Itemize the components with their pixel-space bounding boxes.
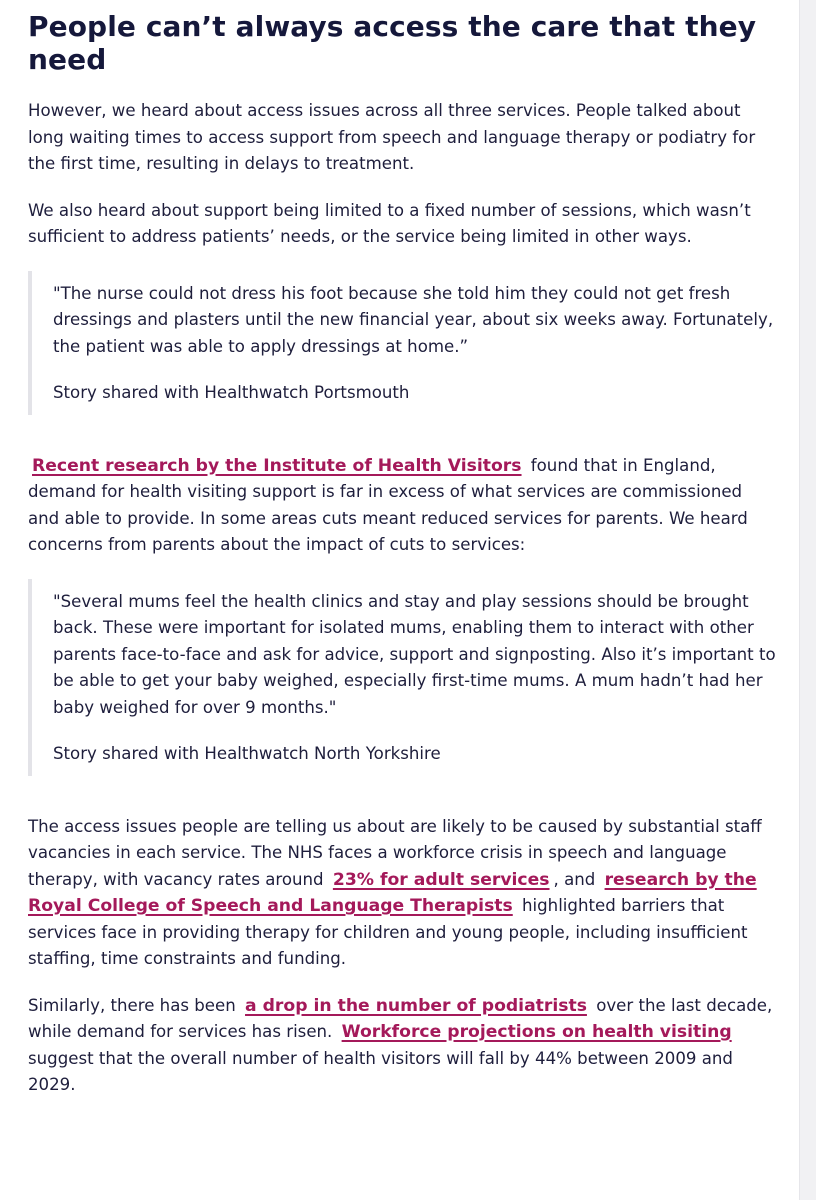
paragraph-staff-vacancies — [28, 814, 778, 973]
link-23-percent-adult-services[interactable]: 23% for adult services — [332, 869, 550, 890]
article-content — [28, 10, 778, 1119]
paragraph-text: suggest that the overall number of health visitors will fall by 44% between 2009 and 2029. — [28, 1048, 733, 1094]
link-workforce-projections[interactable]: Workforce projections on health visiting — [341, 1022, 732, 1042]
quote-source: Story shared with Healthwatch North Yorkshire — [53, 744, 441, 763]
scrollbar-track[interactable] — [799, 0, 816, 1200]
paragraph-text: highlighted barriers that services face in providing therapy for children and young people, including insufficient staffing, time constraints and funding. — [28, 896, 748, 968]
paragraph-podiatrists — [28, 993, 778, 1099]
paragraph-access-issues: However, we heard about access issues across all three services. People talked about long waiting times to access support from speech and language therapy or podiatry for the first time, resulting in delays to treatment. — [28, 101, 756, 173]
paragraph-text: found that in England, demand for health visiting support is far in excess of what services are commissioned and able to provide. In some areas cuts meant reduced services for parents. We heard concerns from parents about the impact of cuts to services: — [28, 455, 748, 554]
paragraph-limited-sessions: We also heard about support being limited to a fixed number of sessions, which wasn’t sufficient to address patients’ needs, or the service being limited in other ways. — [28, 200, 751, 246]
paragraph-text: over the last decade, while demand for services has risen. — [28, 995, 773, 1041]
quote-source: Story shared with Healthwatch Portsmouth — [53, 383, 410, 402]
quote-block-north-yorkshire — [28, 579, 778, 776]
quote-block-portsmouth — [28, 271, 778, 415]
section-heading: People can’t always access the care that they need — [28, 10, 757, 76]
link-drop-in-podiatrists[interactable]: a drop in the number of podiatrists — [245, 995, 587, 1016]
quote-text: "The nurse could not dress his foot because she told him they could not get fresh dressings and plasters until the new financial year, about six weeks away. Fortunately, the patient was able to apply dressings at home.” — [53, 283, 774, 356]
paragraph-text: , and — [553, 869, 601, 889]
link-institute-of-health-visitors[interactable]: Recent research by the Institute of Health Visitors — [32, 455, 522, 476]
paragraph-text: The access issues people are telling us about are likely to be caused by substantial staff vacancies in each service. The NHS faces a workforce crisis in speech and language therapy, with vacancy rates around — [28, 816, 762, 889]
link-rcslt-research[interactable]: research by the Royal College of Speech and Language Therapists — [28, 869, 757, 916]
quote-text: "Several mums feel the health clinics and stay and play sessions should be brought back. These were important for isolated mums, enabling them to interact with other parents face-to-face and ask for advice, support and signposting. Also it’s important to be able to get your baby weighed, especially first-time mums. A mum hadn’t had her baby weighed for over 9 months." — [53, 591, 776, 717]
paragraph-text: Similarly, there has been — [28, 995, 242, 1015]
paragraph-health-visitors — [28, 453, 778, 559]
